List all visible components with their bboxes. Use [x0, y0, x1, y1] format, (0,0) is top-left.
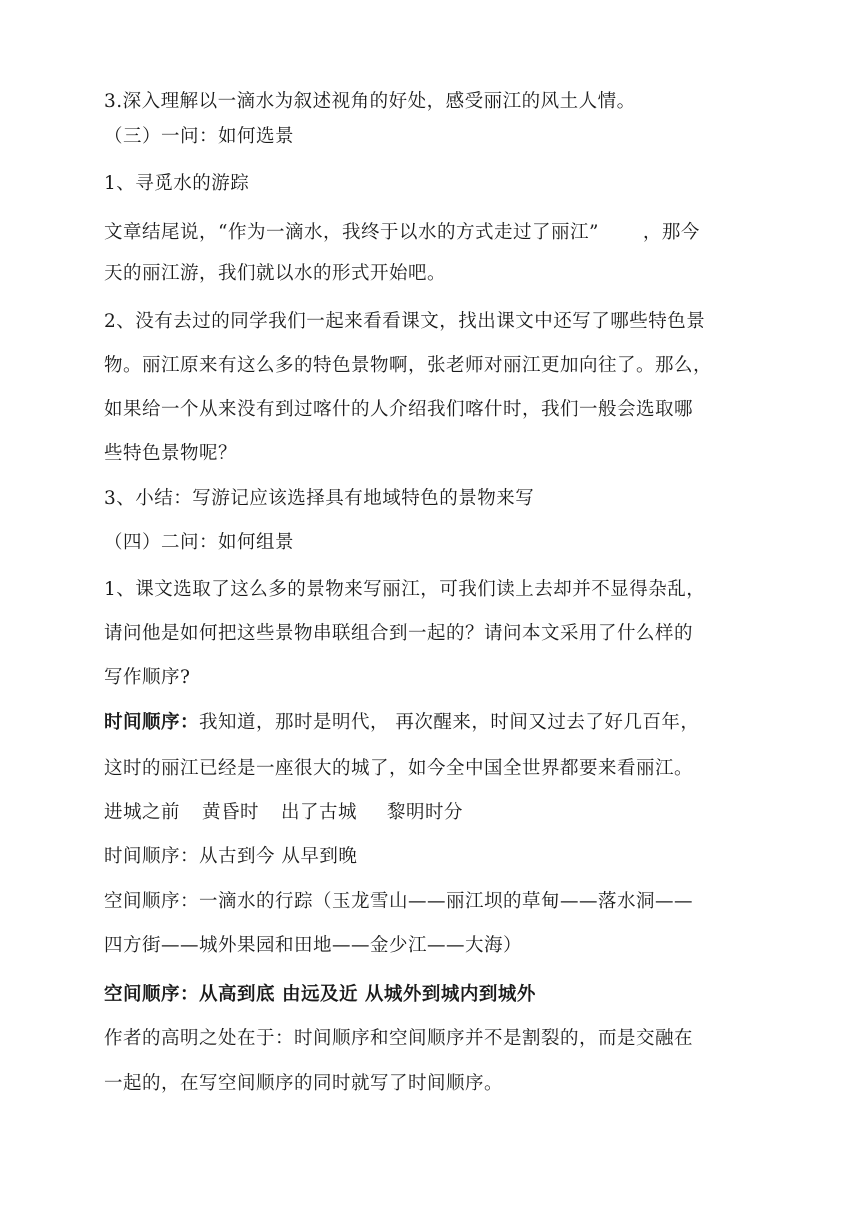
time-order-line-1 — [104, 711, 699, 735]
conclusion-line-2: 一起的，在写空间顺序的同时就写了时间顺序。 — [104, 1073, 504, 1094]
section-3-heading: （三）一问：如何选景 — [104, 126, 295, 147]
time-point: 出了古城 — [281, 802, 358, 823]
question-1-line-1: 1、课文选取了这么多的景物来写丽江，可我们读上去却并不显得杂乱， — [104, 579, 706, 600]
paragraph-1-line-2: 天的丽江游，我们就以水的形式开始吧。 — [104, 263, 447, 284]
conclusion-line-1: 作者的高明之处在于：时间顺序和空间顺序并不是割裂的，而是交融在 — [104, 1028, 694, 1049]
space-order-summary: 空间顺序：从高到底 由远及近 从城外到城内到城外 — [104, 984, 536, 1005]
paragraph-2-line-3: 如果给一个从来没有到过喀什的人介绍我们喀什时，我们一般会选取哪 — [104, 399, 694, 420]
time-order-text: 我知道，那时是明代， 再次醒来，时间又过去了好几百年， — [199, 712, 700, 733]
time-points — [104, 801, 463, 825]
paragraph-2-line-1: 2、没有去过的同学我们一起来看看课文，找出课文中还写了哪些特色景 — [104, 311, 706, 332]
time-point: 进城之前 — [104, 802, 181, 823]
time-order-summary: 时间顺序：从古到今 从早到晚 — [104, 846, 358, 867]
paragraph-1-quote: 文章结尾说，“作为一滴水，我终于以水的方式走过了丽江” — [104, 222, 599, 243]
space-order-line-2: 四方街——城外果园和田地——金少江——大海） — [104, 935, 523, 956]
section-4-heading: （四）二问：如何组景 — [104, 532, 295, 553]
time-order-label: 时间顺序： — [104, 712, 200, 733]
step-1-heading: 1、寻觅水的游踪 — [104, 173, 250, 194]
time-point: 黄昏时 — [202, 802, 260, 823]
paragraph-1-tail: ，那今 — [642, 222, 700, 243]
question-1-line-3: 写作顺序? — [104, 667, 191, 688]
objective-3: 3.深入理解以一滴水为叙述视角的好处，感受丽江的风土人情。 — [104, 91, 636, 112]
paragraph-1-line-1 — [104, 221, 700, 245]
paragraph-2-line-4: 些特色景物呢？ — [104, 443, 238, 464]
time-point: 黎明时分 — [387, 802, 464, 823]
question-1-line-2: 请问他是如何把这些景物串联组合到一起的？请问本文采用了什么样的 — [104, 623, 694, 644]
paragraph-2-line-2: 物。丽江原来有这么多的特色景物啊，张老师对丽江更加向往了。那么， — [104, 355, 713, 376]
time-order-line-2: 这时的丽江已经是一座很大的城了，如今全中国全世界都要来看丽江。 — [104, 758, 694, 779]
space-order-line-1: 空间顺序：一滴水的行踪（玉龙雪山——丽江坝的草甸——落水洞—— — [104, 891, 694, 912]
summary-3: 3、小结：写游记应该选择具有地域特色的景物来写 — [104, 488, 535, 509]
